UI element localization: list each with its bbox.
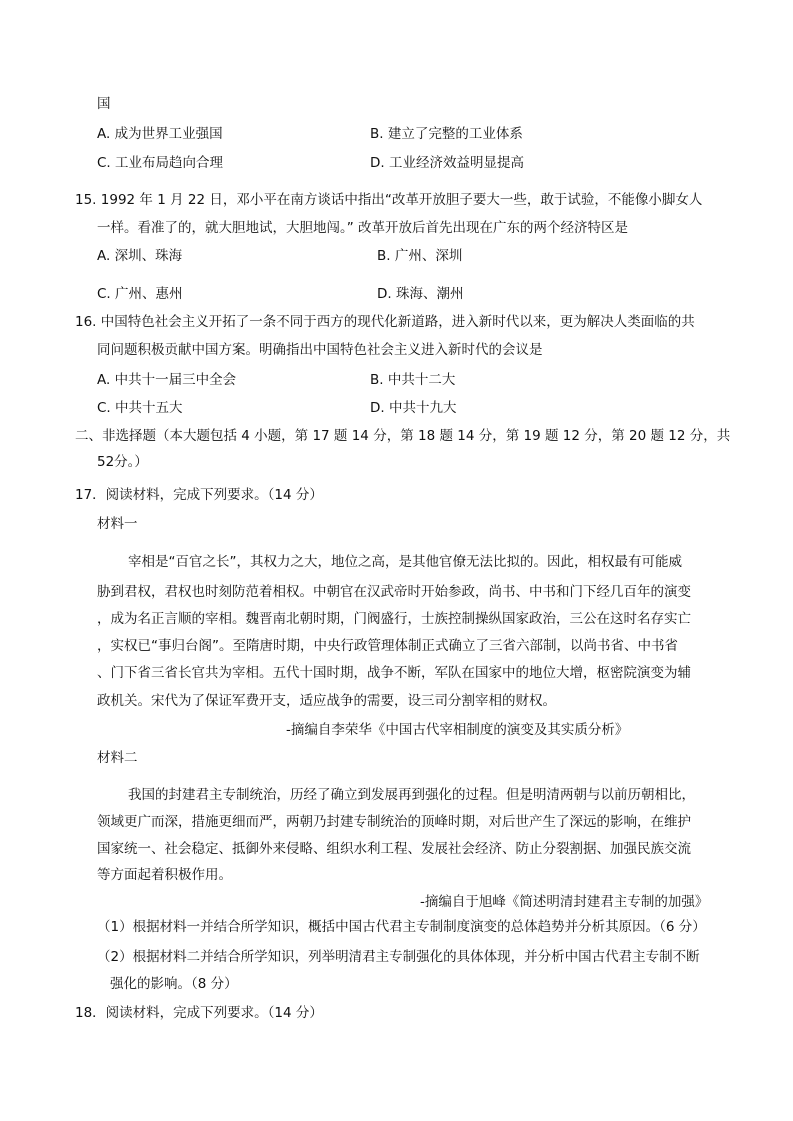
q16-stem-line-2: 同问题积极贡献中国方案。明确指出中国特色社会主义进入新时代的会议是 — [97, 342, 543, 358]
q17-material-2-label: 材料二 — [97, 750, 138, 766]
q17-material-1-line-5: 、门下省三省长官共为宰相。五代十国时期，战争不断，军队在国家中的地位大增，枢密院演变为辅 — [97, 665, 691, 681]
q17-material-1-line-3: ，成为名正言顺的宰相。魏晋南北朝时期，门阀盛行，士族控制操纵国家政治，三公在这时名存实亡 — [97, 611, 691, 627]
q17-requirement-2-line-2: 强化的影响。（8 分） — [110, 976, 238, 992]
q16-stem-line-1: 16. 中国特色社会主义开拓了一条不同于西方的现代化新道路，进入新时代以来，更为解决人类面临的共 — [75, 314, 695, 330]
q14-option-c: C. 工业布局趋向合理 — [97, 155, 224, 171]
q15-option-d: D. 珠海、潮州 — [377, 286, 464, 302]
q15-option-a: A. 深圳、珠海 — [97, 248, 183, 264]
q14-option-b: B. 建立了完整的工业体系 — [370, 126, 523, 142]
q18-heading: 18．阅读材料，完成下列要求。（14 分） — [75, 1005, 323, 1021]
q17-material-2-line-2: 领域更广而深，措施更细而严，两朝乃封建专制统治的顶峰时期，对后世产生了深远的影响，在维护 — [97, 814, 691, 830]
q17-material-2-source: -摘编自于旭峰《简述明清封建君主专制的加强》 — [420, 894, 709, 910]
q17-heading: 17．阅读材料，完成下列要求。（14 分） — [75, 487, 323, 503]
q17-material-1-line-1: 宰相是“百官之长”，其权力之大，地位之高，是其他官僚无法比拟的。因此，相权最有可能威 — [128, 554, 682, 570]
top-fragment: 国 — [97, 96, 111, 112]
q16-option-c: C. 中共十五大 — [97, 400, 183, 416]
q15-stem-line-1: 15. 1992 年 1 月 22 日，邓小平在南方谈话中指出“改革开放胆子要大一些，敢于试验，不能像小脚女人 — [75, 192, 703, 208]
q17-material-1-source: -摘编自李荣华《中国古代宰相制度的演变及其实质分析》 — [286, 722, 629, 738]
q17-requirement-2-line-1: （2）根据材料二并结合所学知识，列举明清君主专制强化的具体体现，并分析中国古代君主专制不断 — [97, 949, 700, 965]
q16-option-d: D. 中共十九大 — [370, 400, 457, 416]
q15-option-b: B. 广州、深圳 — [377, 248, 463, 264]
q17-material-2-line-4: 等方面起着积极作用。 — [97, 867, 232, 883]
q16-option-a: A. 中共十一届三中全会 — [97, 372, 237, 388]
q17-material-2-line-3: 国家统一、社会稳定、抵御外来侵略、组织水利工程、发展社会经济、防止分裂割据、加强民族交流 — [97, 841, 691, 857]
section-2-heading-line-2: 52分。） — [97, 454, 148, 470]
q17-material-2-line-1: 我国的封建君主专制统治，历经了确立到发展再到强化的过程。但是明清两朝与以前历朝相比， — [128, 787, 695, 803]
q17-material-1-line-2: 胁到君权，君权也时刻防范着相权。中朝官在汉武帝时开始参政，尚书、中书和门下经几百年的演变 — [97, 584, 691, 600]
q14-option-a: A. 成为世界工业强国 — [97, 126, 223, 142]
q14-option-d: D. 工业经济效益明显提高 — [370, 155, 524, 171]
q16-option-b: B. 中共十二大 — [370, 372, 456, 388]
q17-material-1-line-6: 政机关。宋代为了保证军费开支，适应战争的需要，设三司分割宰相的财权。 — [97, 693, 556, 709]
q15-option-c: C. 广州、惠州 — [97, 286, 183, 302]
q17-material-1-label: 材料一 — [97, 516, 138, 532]
q15-stem-line-2: 一样。看准了的，就大胆地试，大胆地闯。” 改革开放后首先出现在广东的两个经济特区是 — [97, 220, 629, 236]
q17-requirement-1: （1）根据材料一并结合所学知识，概括中国古代君主专制制度演变的总体趋势并分析其原因。（6 分） — [97, 919, 706, 935]
section-2-heading-line-1: 二、非选择题（本大题包括 4 小题，第 17 题 14 分，第 18 题 14 分，第 19 题 12 分，第 20 题 12 分，共 — [75, 428, 731, 444]
q17-material-1-line-4: ，实权已“事归台阁”。至隋唐时期，中央行政管理体制正式确立了三省六部制，以尚书省、中书省 — [97, 638, 678, 654]
